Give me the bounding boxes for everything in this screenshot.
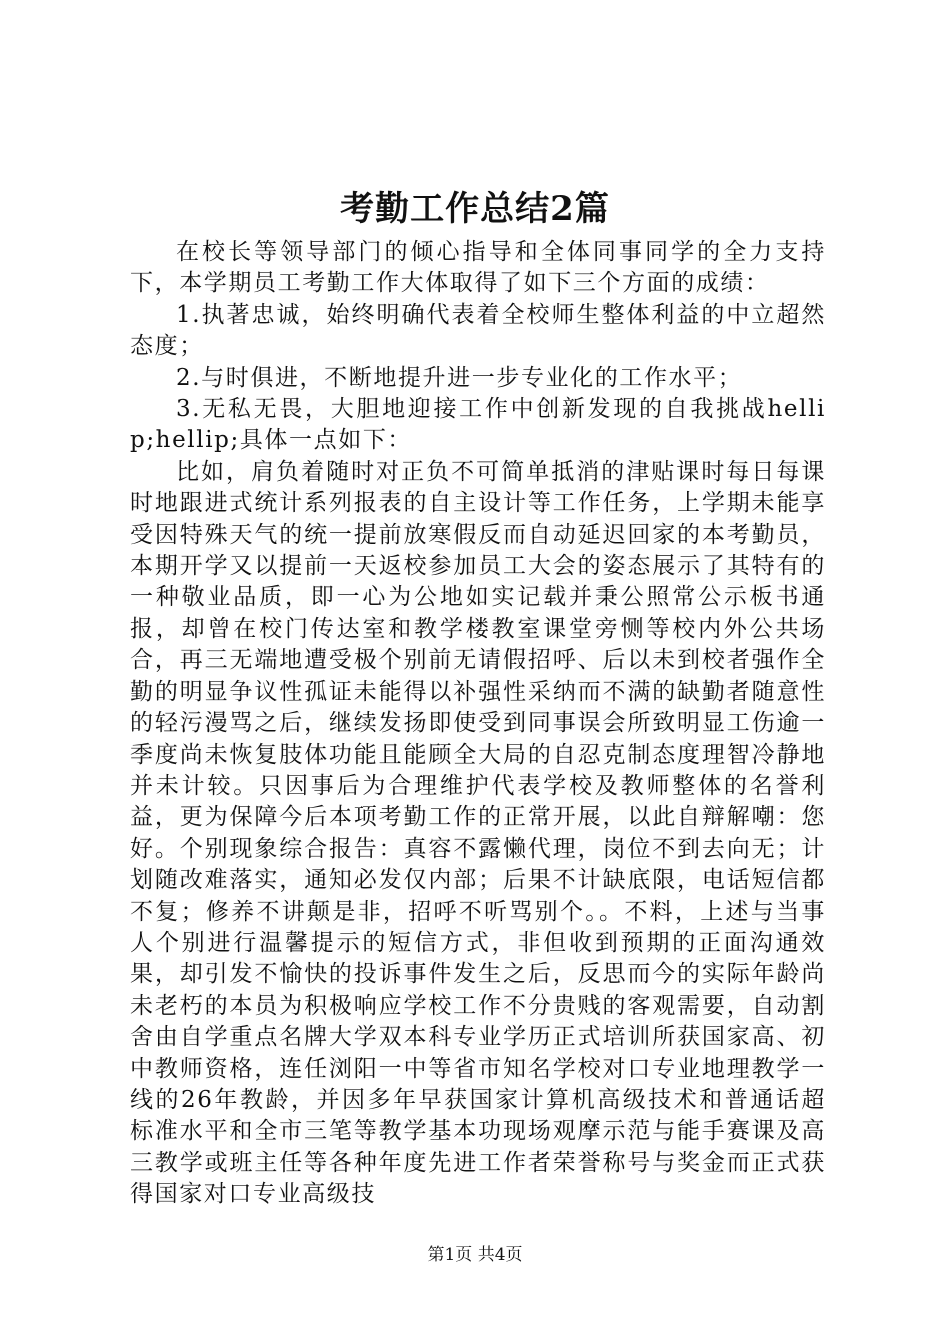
document-body: [130, 237, 826, 1211]
page-number-footer: 第1页 共4页: [427, 1245, 523, 1265]
paragraph-intro: 在校长等领导部门的倾心指导和全体同事同学的全力支持下，本学期员工考勤工作大体取得了如下三个方面的成绩：: [130, 239, 826, 297]
document-title: 考勤工作总结2篇: [340, 189, 610, 229]
paragraph-point-3: 3.无私无畏，大胆地迎接工作中创新发现的自我挑战hellip;hellip;具体一点如下：: [130, 396, 826, 454]
paragraph-point-1: 1.执著忠诚，始终明确代表着全校师生整体利益的中立超然态度；: [130, 301, 826, 360]
paragraph-point-2: 2.与时俱进，不断地提升进一步专业化的工作水平；: [176, 364, 743, 391]
paragraph-details: 比如，肩负着随时对正负不可简单抵消的津贴课时每日每课时地跟进式统计系列报表的自主设计等工作任务，上学期未能享受因特殊天气的统一提前放寒假反而自动延迟回家的本考勤员，本期开学又以提前一天返校参加员工大会的姿态展示了其特有的一种敬业品质，即一心为公地如实记载并秉公照常公示板书通报，却曾在校门传达室和教学楼教室课堂旁恻等校内外公共场合，再三无端地遭受极个别前无请假招呼、后以未到校者强作全勤的明显争议性孤证未能得以补强性采纳而不满的缺勤者随意性的轻污漫骂之后，继续发扬即使受到同事误会所致明显工伤逾一季度尚未恢复肢体功能且能顾全大局的自忍克制态度理智冷静地并未计较。只因事后为合理维护代表学校及教师整体的名誉利益，更为保障今后本项考勤工作的正常开展，以此自辩解嘲：您好。个别现象综合报告：真容不露懒代理，岗位不到去向无；计划随改难落实，通知必发仅内部；后果不计缺底限，电话短信都不复；修养不讲颠是非，招呼不听骂别个。。不料，上述与当事人个别进行温馨提示的短信方式，非但收到预期的正面沟通效果，却引发不愉快的投诉事件发生之后，反思而今的实际年龄尚未老朽的本员为积极响应学校工作不分贵贱的客观需要，自动割舍由自学重点名牌大学双本科专业学历正式培训所获国家高、初中教师资格，连任浏阳一中等省市知名学校对口专业地理教学一线的26年教龄，并因多年早获国家计算机高级技术和普通话超标准水平和全市三笔等教学基本功现场观摩示范与能手赛课及高三教学或班主任等各种年度先进工作者荣誉称号与奖金而正式获得国家对口专业高级技: [130, 458, 826, 1208]
